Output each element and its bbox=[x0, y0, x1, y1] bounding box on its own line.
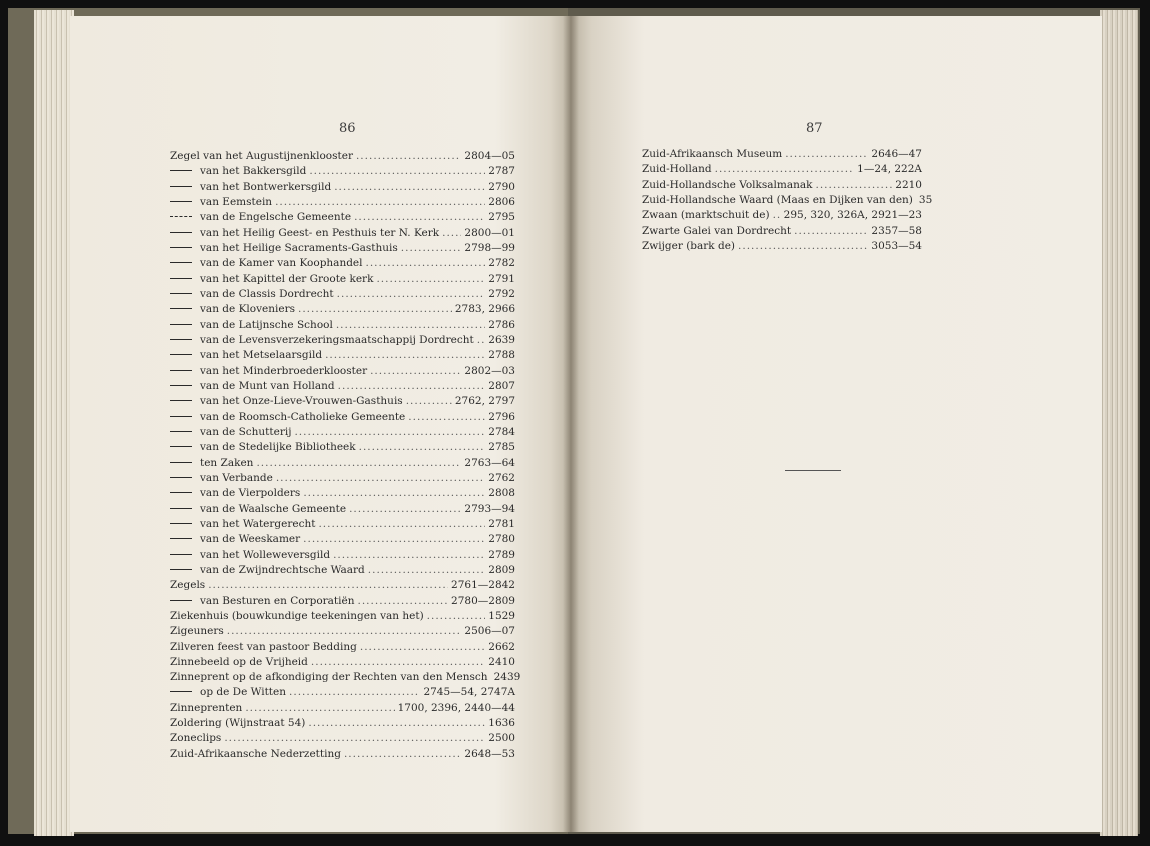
index-entry bbox=[170, 318, 515, 333]
entry-label: van Besturen en Corporatiën bbox=[200, 594, 355, 607]
dot-leader bbox=[325, 348, 485, 363]
entry-label: Zegel van het Augustijnenklooster bbox=[170, 150, 353, 162]
entry-reference: 2648—53 bbox=[464, 747, 515, 760]
ditto-dash bbox=[170, 201, 192, 202]
index-entry bbox=[170, 348, 515, 363]
entry-reference: 2786 bbox=[488, 318, 515, 331]
entry-reference: 1636 bbox=[488, 717, 515, 730]
index-entry bbox=[170, 287, 515, 302]
index-entry bbox=[170, 256, 515, 271]
entry-label: ten Zaken bbox=[200, 456, 254, 469]
index-entry bbox=[170, 226, 515, 241]
dot-leader bbox=[349, 502, 461, 517]
dot-leader bbox=[773, 208, 781, 223]
entry-reference: 2783, 2966 bbox=[454, 303, 515, 316]
ditto-dash bbox=[170, 569, 192, 570]
entry-reference: 2762, 2797 bbox=[454, 395, 515, 408]
index-entry bbox=[642, 239, 922, 254]
ditto-dash bbox=[170, 523, 192, 524]
dot-leader bbox=[337, 287, 486, 302]
entry-label: van de Engelsche Gemeente bbox=[200, 211, 352, 224]
entry-reference: 2809 bbox=[488, 563, 515, 576]
entry-reference: 2780 bbox=[488, 533, 515, 546]
dot-leader bbox=[318, 517, 485, 532]
index-entry bbox=[170, 195, 515, 210]
entry-reference: 2802—03 bbox=[464, 364, 515, 377]
entry-reference: 2761—2842 bbox=[451, 579, 515, 592]
entry-reference: 2789 bbox=[488, 548, 515, 561]
entry-label: van het Minderbroederklooster bbox=[200, 364, 368, 377]
index-entry bbox=[170, 685, 515, 700]
entry-reference: 2785 bbox=[488, 441, 515, 454]
dot-leader bbox=[442, 226, 461, 241]
dot-leader bbox=[227, 624, 462, 639]
entry-label: van de Stedelijke Bibliotheek bbox=[200, 441, 356, 454]
index-entry bbox=[170, 379, 515, 394]
index-entry bbox=[170, 670, 521, 685]
index-entry bbox=[170, 364, 515, 379]
dot-leader bbox=[294, 425, 485, 440]
entry-label: van het Heilig Geest- en Pesthuis ter N. Kerk bbox=[200, 226, 440, 239]
dot-leader bbox=[738, 239, 868, 254]
dot-leader bbox=[366, 256, 486, 271]
entry-reference: 2796 bbox=[488, 410, 515, 423]
dot-leader bbox=[715, 162, 855, 177]
index-entry bbox=[170, 440, 515, 455]
entry-reference: 1—24, 222A bbox=[857, 163, 922, 176]
ditto-dash bbox=[170, 600, 192, 601]
ditto-dash bbox=[170, 446, 192, 447]
dot-leader bbox=[338, 379, 486, 394]
entry-label: Zuid-Afrikaansche Nederzetting bbox=[170, 747, 341, 760]
entry-reference: 2357—58 bbox=[871, 224, 922, 237]
index-entry bbox=[170, 640, 515, 655]
index-entry bbox=[170, 302, 515, 317]
book-gutter bbox=[563, 16, 579, 832]
entry-label: Zwijger (bark de) bbox=[642, 239, 736, 252]
ditto-dash bbox=[170, 431, 192, 432]
ditto-dash bbox=[170, 308, 192, 309]
dot-leader bbox=[245, 701, 394, 716]
dot-leader bbox=[376, 272, 485, 287]
dot-leader bbox=[208, 578, 448, 593]
index-entry bbox=[170, 517, 515, 532]
right-page bbox=[570, 16, 1102, 832]
entry-label: Zuid-Hollandsche Volksalmanak bbox=[642, 178, 813, 191]
entry-label: van het Metselaarsgild bbox=[200, 349, 323, 362]
entry-reference: 2784 bbox=[488, 425, 515, 438]
entry-reference: 1700, 2396, 2440—44 bbox=[397, 701, 515, 714]
entry-label: Zinneprent op de afkondiging der Rechten van den Mensch bbox=[170, 671, 488, 684]
index-entry bbox=[642, 147, 922, 162]
dot-leader bbox=[309, 164, 485, 179]
entry-reference: 2782 bbox=[488, 257, 515, 270]
dot-leader bbox=[785, 147, 868, 162]
entry-reference: 2662 bbox=[488, 640, 515, 653]
dot-leader bbox=[256, 456, 461, 471]
dot-leader bbox=[794, 224, 868, 239]
index-entry bbox=[170, 456, 515, 471]
ditto-dash bbox=[170, 691, 192, 692]
entry-label: Ziekenhuis (bouwkundige teekeningen van het) bbox=[170, 609, 424, 622]
dot-leader bbox=[344, 747, 461, 762]
index-entry bbox=[642, 178, 922, 193]
entry-label: van de Classis Dordrecht bbox=[200, 287, 334, 300]
index-entry bbox=[170, 149, 515, 164]
index-entry bbox=[170, 716, 515, 731]
ditto-dash bbox=[170, 354, 192, 355]
index-entry bbox=[170, 241, 515, 256]
dot-leader bbox=[334, 180, 485, 195]
entry-reference: 3053—54 bbox=[871, 239, 922, 252]
index-entry bbox=[170, 578, 515, 593]
entry-label: van de Kamer van Koophandel bbox=[200, 257, 363, 270]
dot-leader bbox=[276, 471, 485, 486]
index-entry bbox=[642, 224, 922, 239]
ditto-dash bbox=[170, 324, 192, 325]
index-entry bbox=[170, 471, 515, 486]
entry-reference: 2807 bbox=[488, 379, 515, 392]
entry-reference: 2506—07 bbox=[464, 625, 515, 638]
dot-leader bbox=[303, 532, 485, 547]
entry-reference: 2788 bbox=[488, 349, 515, 362]
ditto-dash bbox=[170, 339, 192, 340]
entry-label: Zwaan (marktschuit de) bbox=[642, 209, 770, 222]
index-entry bbox=[170, 609, 515, 624]
index-entry bbox=[170, 747, 515, 762]
entry-label: van de Vierpolders bbox=[200, 487, 301, 500]
ditto-dash bbox=[170, 278, 192, 279]
dot-leader bbox=[427, 609, 486, 624]
dot-leader bbox=[224, 731, 485, 746]
entry-label: van de Weeskamer bbox=[200, 533, 301, 546]
entry-label: van de Schutterij bbox=[200, 425, 292, 438]
page-edges-right bbox=[1100, 10, 1138, 836]
entry-reference: 2762 bbox=[488, 471, 515, 484]
dot-leader bbox=[336, 318, 485, 333]
entry-reference: 1529 bbox=[488, 609, 515, 622]
entry-label: van het Kapittel der Groote kerk bbox=[200, 272, 374, 285]
entry-reference: 2792 bbox=[488, 287, 515, 300]
entry-reference: 2791 bbox=[488, 272, 515, 285]
entry-reference: 2439 bbox=[493, 671, 521, 684]
entry-label: Zinneprenten bbox=[170, 701, 243, 714]
entry-reference: 2500 bbox=[488, 732, 515, 745]
ditto-dash bbox=[170, 293, 192, 294]
dot-leader bbox=[815, 178, 892, 193]
entry-reference: 2639 bbox=[488, 333, 515, 346]
entry-label: van het Heilige Sacraments-Gasthuis bbox=[200, 241, 398, 254]
dot-leader bbox=[354, 210, 485, 225]
index-entry bbox=[170, 655, 515, 670]
entry-label: van de Levensverzekeringsmaatschappij Dordrecht bbox=[200, 333, 474, 346]
index-entry bbox=[170, 548, 515, 563]
dot-leader bbox=[289, 685, 420, 700]
entry-label: Zuid-Hollandsche Waard (Maas en Dijken van den) bbox=[642, 193, 913, 206]
entry-reference: 295, 320, 326A, 2921—23 bbox=[783, 209, 922, 222]
ditto-dash bbox=[170, 186, 192, 187]
ditto-dash bbox=[170, 400, 192, 401]
entry-reference: 2808 bbox=[488, 487, 515, 500]
dot-leader bbox=[358, 594, 449, 609]
page-edges-left bbox=[34, 10, 74, 836]
index-entry bbox=[170, 425, 515, 440]
index-entry bbox=[170, 164, 515, 179]
entry-label: Zinnebeeld op de Vrijheid bbox=[170, 655, 308, 668]
dot-leader bbox=[477, 333, 486, 348]
index-entry bbox=[642, 208, 922, 223]
index-entry bbox=[170, 594, 515, 609]
entry-label: van de Munt van Holland bbox=[200, 379, 335, 392]
entry-label: Zegels bbox=[170, 579, 206, 592]
ditto-dash bbox=[170, 247, 192, 248]
entry-reference: 2806 bbox=[488, 195, 515, 208]
index-entry bbox=[170, 486, 515, 501]
entry-reference: 2781 bbox=[488, 517, 515, 530]
index-entry bbox=[642, 162, 922, 177]
index-entry bbox=[170, 563, 515, 578]
ditto-dash bbox=[170, 370, 192, 371]
ditto-dash bbox=[170, 385, 192, 386]
ditto-dash bbox=[170, 554, 192, 555]
entry-reference: 2763—64 bbox=[464, 456, 515, 469]
entry-label: van Verbande bbox=[200, 471, 273, 484]
index-entry bbox=[170, 532, 515, 547]
dot-leader bbox=[408, 410, 485, 425]
entry-reference: 2745—54, 2747A bbox=[423, 686, 515, 699]
index-entry bbox=[170, 410, 515, 425]
entry-label: van de Zwijndrechtsche Waard bbox=[200, 563, 365, 576]
entry-label: van het Watergerecht bbox=[200, 517, 316, 530]
index-entries-right bbox=[642, 147, 933, 254]
ditto-dash bbox=[170, 416, 192, 417]
index-entry bbox=[170, 180, 515, 195]
dot-leader bbox=[356, 149, 461, 164]
ditto-dash bbox=[170, 477, 192, 478]
dot-leader bbox=[370, 364, 461, 379]
entry-label: van de Roomsch-Catholieke Gemeente bbox=[200, 410, 406, 423]
entry-label: van het Bontwerkersgild bbox=[200, 180, 332, 193]
ditto-dash bbox=[170, 508, 192, 509]
entry-label: van het Onze-Lieve-Vrouwen-Gasthuis bbox=[200, 395, 403, 408]
dot-leader bbox=[308, 716, 485, 731]
entry-reference: 2798—99 bbox=[464, 241, 515, 254]
index-entry bbox=[170, 624, 515, 639]
index-entries-left bbox=[170, 149, 521, 762]
index-entry bbox=[170, 333, 515, 348]
entry-reference: 2795 bbox=[488, 211, 515, 224]
entry-reference: 35 bbox=[918, 193, 933, 206]
dot-leader bbox=[368, 563, 486, 578]
ditto-dash bbox=[170, 462, 192, 463]
dot-leader bbox=[275, 195, 485, 210]
entry-reference: 2780—2809 bbox=[451, 594, 515, 607]
entry-label: Zuid-Afrikaansch Museum bbox=[642, 148, 783, 160]
entry-label: Zoldering (Wijnstraat 54) bbox=[170, 717, 306, 730]
page-number-right: 87 bbox=[806, 121, 823, 136]
dot-leader bbox=[359, 440, 486, 455]
dot-leader bbox=[303, 486, 485, 501]
ditto-dash bbox=[170, 538, 192, 539]
entry-reference: 2800—01 bbox=[464, 226, 515, 239]
entry-label: van de Latijnsche School bbox=[200, 318, 333, 331]
entry-label: Zuid-Holland bbox=[642, 163, 712, 176]
dot-leader bbox=[406, 394, 452, 409]
entry-label: van de Waalsche Gemeente bbox=[200, 502, 347, 515]
dot-leader bbox=[298, 302, 452, 317]
ditto-dash bbox=[170, 262, 192, 263]
entry-label: op de De Witten bbox=[200, 686, 287, 699]
entry-reference: 2793—94 bbox=[464, 502, 515, 515]
ditto-dash bbox=[170, 170, 192, 171]
entry-label: van Eemstein bbox=[200, 195, 273, 208]
entry-label: van het Bakkersgild bbox=[200, 165, 307, 178]
entry-reference: 2646—47 bbox=[871, 148, 922, 160]
entry-label: Zwarte Galei van Dordrecht bbox=[642, 224, 792, 237]
dot-leader bbox=[360, 640, 485, 655]
entry-label: Zoneclips bbox=[170, 732, 222, 745]
entry-label: van het Wolleweversgild bbox=[200, 548, 331, 561]
ditto-dash bbox=[170, 492, 192, 493]
index-entry bbox=[170, 272, 515, 287]
index-entry bbox=[170, 701, 515, 716]
entry-label: Zilveren feest van pastoor Bedding bbox=[170, 640, 357, 653]
entry-reference: 2210 bbox=[895, 178, 922, 191]
page-number-left: 86 bbox=[339, 121, 356, 136]
index-entry bbox=[170, 394, 515, 409]
entry-label: van de Kloveniers bbox=[200, 303, 295, 316]
entry-label: Zigeuners bbox=[170, 625, 224, 638]
entry-reference: 2410 bbox=[488, 655, 515, 668]
ditto-dash bbox=[170, 216, 192, 217]
index-entry bbox=[170, 502, 515, 517]
entry-reference: 2804—05 bbox=[464, 150, 515, 162]
dot-leader bbox=[401, 241, 462, 256]
index-entry bbox=[642, 193, 933, 208]
index-entry bbox=[170, 731, 515, 746]
dot-leader bbox=[333, 548, 485, 563]
section-divider bbox=[785, 470, 841, 471]
entry-reference: 2787 bbox=[488, 165, 515, 178]
dot-leader bbox=[311, 655, 485, 670]
entry-reference: 2790 bbox=[488, 180, 515, 193]
index-entry bbox=[170, 210, 515, 225]
ditto-dash bbox=[170, 232, 192, 233]
